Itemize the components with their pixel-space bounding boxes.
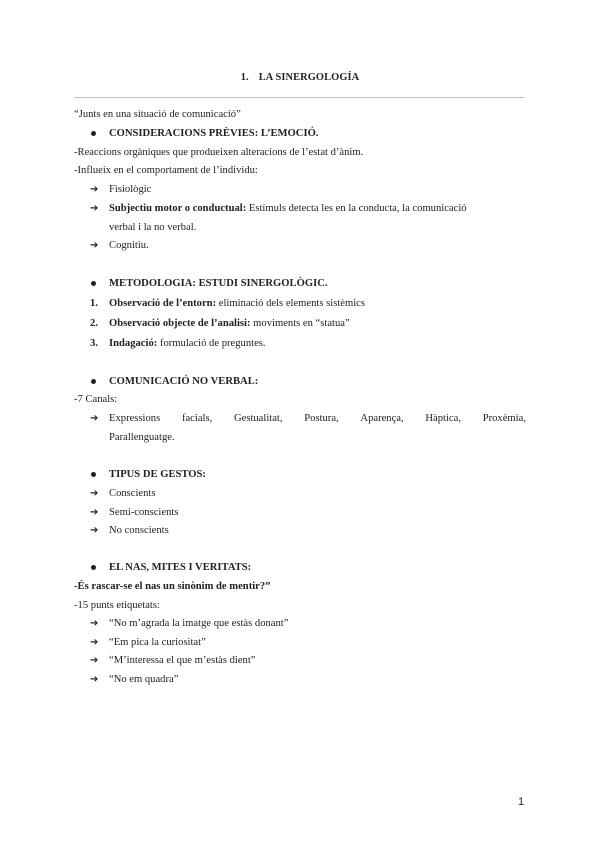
bullet-dot-icon xyxy=(91,281,96,286)
arrow-right-icon: ➔ xyxy=(90,525,99,536)
title-text: LA SINERGOLOGÍA xyxy=(258,72,360,83)
section-heading-nose: EL NAS, MITES I VERITATS: xyxy=(90,561,251,575)
arrow-right-icon: ➔ xyxy=(90,240,99,251)
arrow-right-icon: ➔ xyxy=(90,203,99,214)
title-number: 1. xyxy=(240,72,249,83)
section-heading-methodology: METODOLOGIA: ESTUDI SINERGOLÒGIC. xyxy=(90,277,328,291)
numbered-item: 1. Observació de l’entorn: eliminació dels elements sistèmics xyxy=(90,298,365,309)
intro-quote: “Junts en una situació de comunicació” xyxy=(74,109,241,120)
list-item-continuation: verbal i la no verbal. xyxy=(109,222,197,233)
title-divider xyxy=(74,97,524,98)
list-item: ➔ Fisiològic xyxy=(90,184,152,195)
list-item: ➔ “No em quadra” xyxy=(90,674,179,685)
arrow-right-icon: ➔ xyxy=(90,413,99,424)
bullet-dot-icon xyxy=(91,565,96,570)
list-item: ➔ Semi-conscients xyxy=(90,507,179,518)
section-heading-emotion: CONSIDERACIONS PRÈVIES: L’EMOCIÓ. xyxy=(90,127,318,141)
list-item: ➔ “No m’agrada la imatge que estàs donant” xyxy=(90,618,289,629)
list-item-continuation: Parallenguatge. xyxy=(109,432,175,443)
list-item: ➔ “Em pica la curiositat” xyxy=(90,637,206,648)
list-item: ➔ No conscients xyxy=(90,525,169,536)
bullet-dot-icon xyxy=(91,379,96,384)
text-line: -Reaccions orgàniques que produeixen alteracions de l’estat d’ànim. xyxy=(74,147,364,158)
section-heading-gestures: TIPUS DE GESTOS: xyxy=(90,468,206,482)
page-title xyxy=(0,72,600,83)
arrow-right-icon: ➔ xyxy=(90,507,99,518)
arrow-right-icon: ➔ xyxy=(90,184,99,195)
list-item: ➔ Conscients xyxy=(90,488,156,499)
numbered-item: 2. Observació objecte de l’analisi: moviments en “statua” xyxy=(90,318,350,329)
list-item: ➔ Subjectiu motor o conductual: Estímuls detecta les en la conducta, la comunicació xyxy=(90,203,467,214)
section-heading-nonverbal: COMUNICACIÓ NO VERBAL: xyxy=(90,375,258,389)
arrow-right-icon: ➔ xyxy=(90,488,99,499)
list-item xyxy=(90,412,109,426)
bullet-dot-icon xyxy=(91,472,96,477)
numbered-item: 3. Indagació: formulació de preguntes. xyxy=(90,338,266,349)
list-item: ➔ “M’interessa el que m’estàs dient” xyxy=(90,655,256,666)
arrow-right-icon: ➔ xyxy=(90,674,99,685)
channels-list: Expressions facials, Gestualitat, Postura, Aparença, Hàptica, Proxèmia, xyxy=(109,413,526,424)
text-line: -15 punts etiquetats: xyxy=(74,600,160,611)
text-line: -7 Canals: xyxy=(74,394,118,405)
text-line: -Influeix en el comportament de l’individu: xyxy=(74,165,258,176)
arrow-right-icon: ➔ xyxy=(90,618,99,629)
arrow-right-icon: ➔ xyxy=(90,637,99,648)
bullet-dot-icon xyxy=(91,131,96,136)
list-item: ➔ Cognitiu. xyxy=(90,240,149,251)
page-number: 1 xyxy=(518,796,525,808)
question-line: -És rascar-se el nas un sinònim de mentir?” xyxy=(74,581,271,592)
arrow-right-icon: ➔ xyxy=(90,655,99,666)
